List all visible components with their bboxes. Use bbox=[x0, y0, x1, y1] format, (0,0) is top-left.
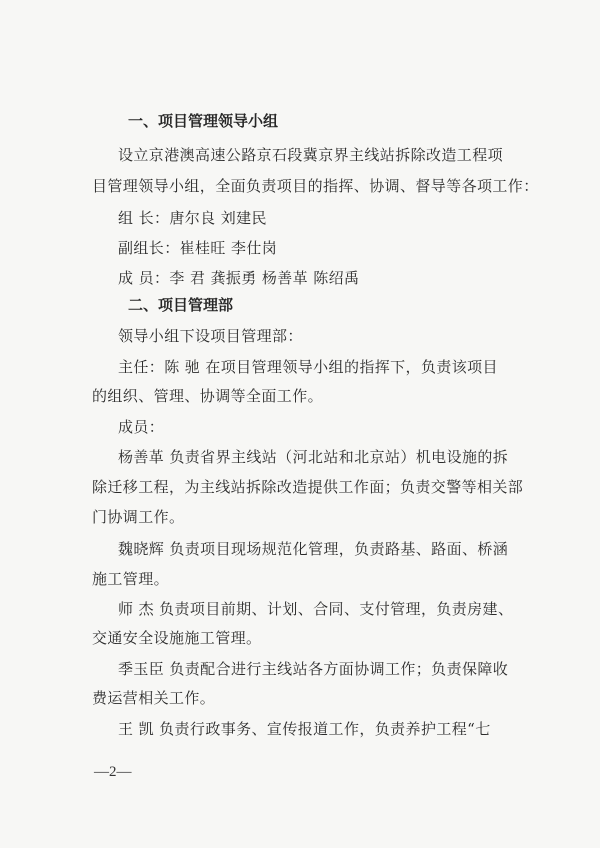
director-line: 主任：陈 驰 在项目管理领导小组的指挥下，负责该项目 bbox=[118, 358, 498, 376]
paragraph-line: 领导小组下设项目管理部： bbox=[118, 327, 303, 345]
leader-line: 组 长：唐尔良 刘建民 bbox=[118, 209, 267, 227]
member-duty-line: 除迁移工程，为主线站拆除改造提供工作面；负责交警等相关部 bbox=[92, 478, 524, 496]
member-duty-line: 师 杰 负责项目前期、计划、合同、支付管理，负责房建、 bbox=[118, 600, 514, 618]
paragraph-line: 设立京港澳高速公路京石段冀京界主线站拆除改造工程项 bbox=[118, 146, 504, 164]
member-duty-line: 施工管理。 bbox=[92, 570, 170, 588]
member-duty-line: 交通安全设施施工管理。 bbox=[92, 629, 262, 647]
member-duty-line: 魏晓辉 负责项目现场规范化管理，负责路基、路面、桥涵 bbox=[118, 540, 509, 558]
director-line: 的组织、管理、协调等全面工作。 bbox=[92, 387, 324, 405]
member-duty-line: 杨善革 负责省界主线站（河北站和北京站）机电设施的拆 bbox=[118, 448, 509, 466]
member-duty-line: 门协调工作。 bbox=[92, 508, 185, 526]
member-duty-line: 季玉臣 负责配合进行主线站各方面协调工作；负责保障收 bbox=[118, 660, 509, 678]
section-heading-1: 一、项目管理领导小组 bbox=[128, 112, 279, 130]
members-label: 成员： bbox=[118, 418, 165, 436]
members-line: 成 员：李 君 龚振勇 杨善革 陈绍禹 bbox=[118, 269, 360, 287]
paragraph-line: 目管理领导小组，全面负责项目的指挥、协调、督导等各项工作： bbox=[92, 177, 539, 195]
member-duty-line: 王 凯 负责行政事务、宣传报道工作，负责养护工程“七 bbox=[118, 720, 491, 738]
section-heading-2: 二、项目管理部 bbox=[128, 296, 234, 314]
page-number: —2— bbox=[94, 764, 132, 780]
deputy-leader-line: 副组长：崔桂旺 李仕岗 bbox=[118, 239, 278, 257]
member-duty-line: 费运营相关工作。 bbox=[92, 689, 216, 707]
